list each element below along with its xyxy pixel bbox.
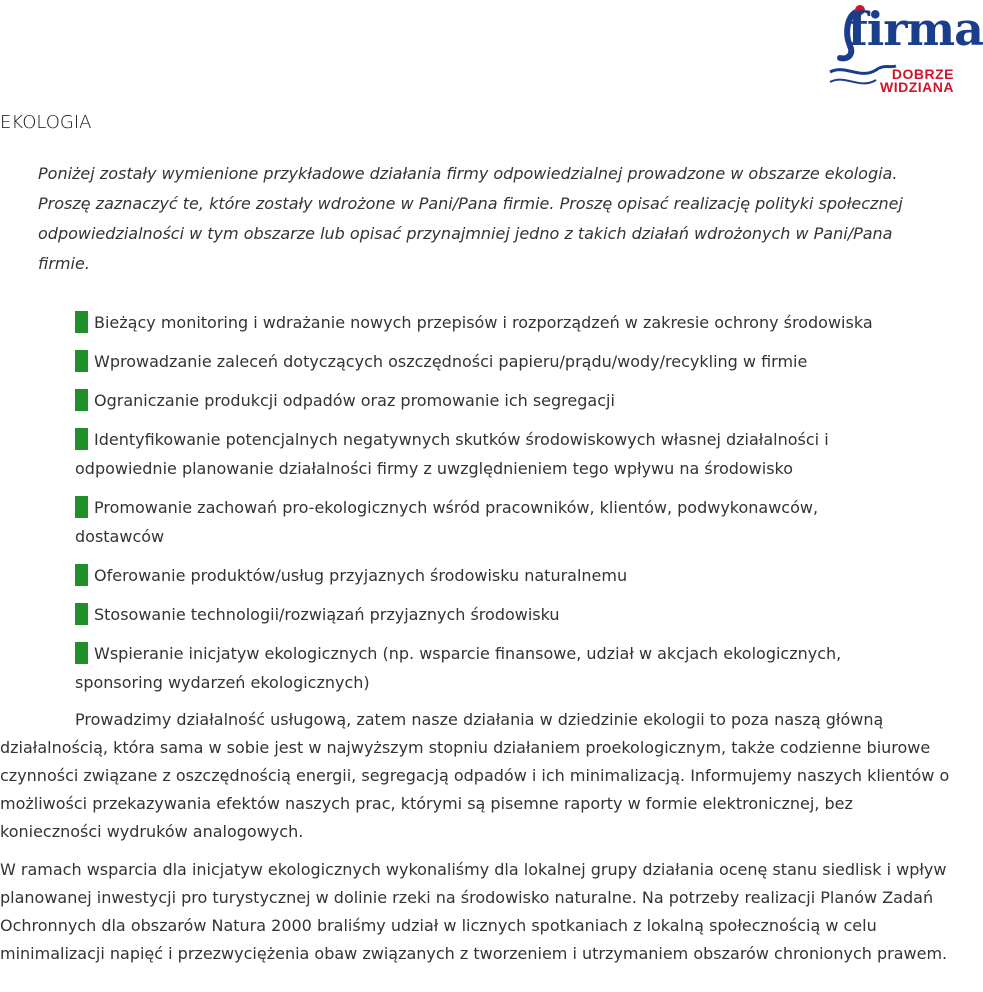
checklist-item-label: Wprowadzanie zaleceń dotyczących oszczędności papieru/prądu/wody/recykling w firmie — [94, 352, 808, 371]
checklist-item-label: Wspieranie inicjatyw ekologicznych (np. wsparcie finansowe, udział w akcjach ekologicznych, sponsoring wydarzeń ekologicznych) — [75, 644, 842, 692]
checkbox[interactable] — [75, 603, 88, 625]
checklist-item-label: Bieżący monitoring i wdrażanie nowych przepisów i rozporządzeń w zakresie ochrony środowiska — [94, 313, 873, 332]
checkbox[interactable] — [75, 642, 88, 664]
checklist-item-label: Oferowanie produktów/usług przyjaznych środowisku naturalnemu — [94, 566, 628, 585]
checklist-item — [75, 600, 935, 629]
checklist-item — [75, 425, 895, 483]
checklist-item — [75, 308, 935, 337]
description-paragraph — [0, 706, 955, 846]
checklist-item-label: Promowanie zachowań pro-ekologicznych wśród pracowników, klientów, podwykonawców, dostawców — [75, 498, 819, 546]
checkbox[interactable] — [75, 496, 88, 518]
logo-subtitle-1: DOBRZE — [891, 66, 954, 82]
checkbox[interactable] — [75, 564, 88, 586]
description-paragraph-text: W ramach wsparcia dla inicjatyw ekologicznych wykonaliśmy dla lokalnej grupy działania ocenę stanu siedlisk i wpływ planowanej inwestycji pro turystycznej w dolinie rzeki na środowisko naturalne. Na potrzeby realizacji Planów Zadań Ochronnych dla obszarów Natura 2000 braliśmy udział w licznych spotkaniach z lokalną społecznością w celu minimalizacji napięć i przezwyciężenia obaw związanych z tworzeniem i utrzymaniem obszarów chronionych prawem. — [0, 860, 948, 963]
checklist-item — [75, 386, 935, 415]
checklist-item-label: Ograniczanie produkcji odpadów oraz promowanie ich segregacji — [94, 391, 615, 410]
checklist-item — [75, 347, 935, 376]
checklist-item-label: Identyfikowanie potencjalnych negatywnych skutków środowiskowych własnej działalności i odpowiednie planowanie działalności firmy z uwzględnieniem tego wpływu na środowisko — [75, 430, 829, 478]
logo — [826, 2, 983, 95]
checkbox[interactable] — [75, 350, 88, 372]
checkbox[interactable] — [75, 428, 88, 450]
checklist-item — [75, 493, 895, 551]
checklist-item — [75, 561, 935, 590]
checklist-item-label: Stosowanie technologii/rozwiązań przyjaznych środowisku — [94, 605, 560, 624]
logo-text: firma — [848, 2, 983, 56]
section-heading: EKOLOGIA — [0, 112, 92, 133]
intro-text: Poniżej zostały wymienione przykładowe działania firmy odpowiedzialnej prowadzone w obszarze ekologia. Proszę zaznaczyć te, które zostały wdrożone w Pani/Pana firmie. Proszę opisać realizację polityki społecznej odpowiedzialności w tym obszarze lub opisać przynajmniej jedno z takich działań wdrożonych w Pani/Pana firmie. — [38, 164, 903, 273]
logo-subtitle-2: WIDZIANA — [880, 79, 954, 95]
description-paragraph-text: Prowadzimy działalność usługową, zatem nasze działania w dziedzinie ekologii to poza naszą główną działalnością, która sama w sobie jest w najwyższym stopniu działaniem proekologicznym, także codzienne biurowe czynności związane z oszczędnością energii, segregacją odpadów i ich minimalizacją. Informujemy naszych klientów o możliwości przekazywania efektów naszych prac, którymi są pisemne raporty w formie elektronicznej, bez konieczności wydruków analogowych. — [0, 710, 950, 841]
checkbox[interactable] — [75, 311, 88, 333]
checkbox[interactable] — [75, 389, 88, 411]
description-paragraph — [0, 856, 955, 968]
checklist-item — [75, 639, 895, 697]
checklist — [75, 308, 935, 697]
